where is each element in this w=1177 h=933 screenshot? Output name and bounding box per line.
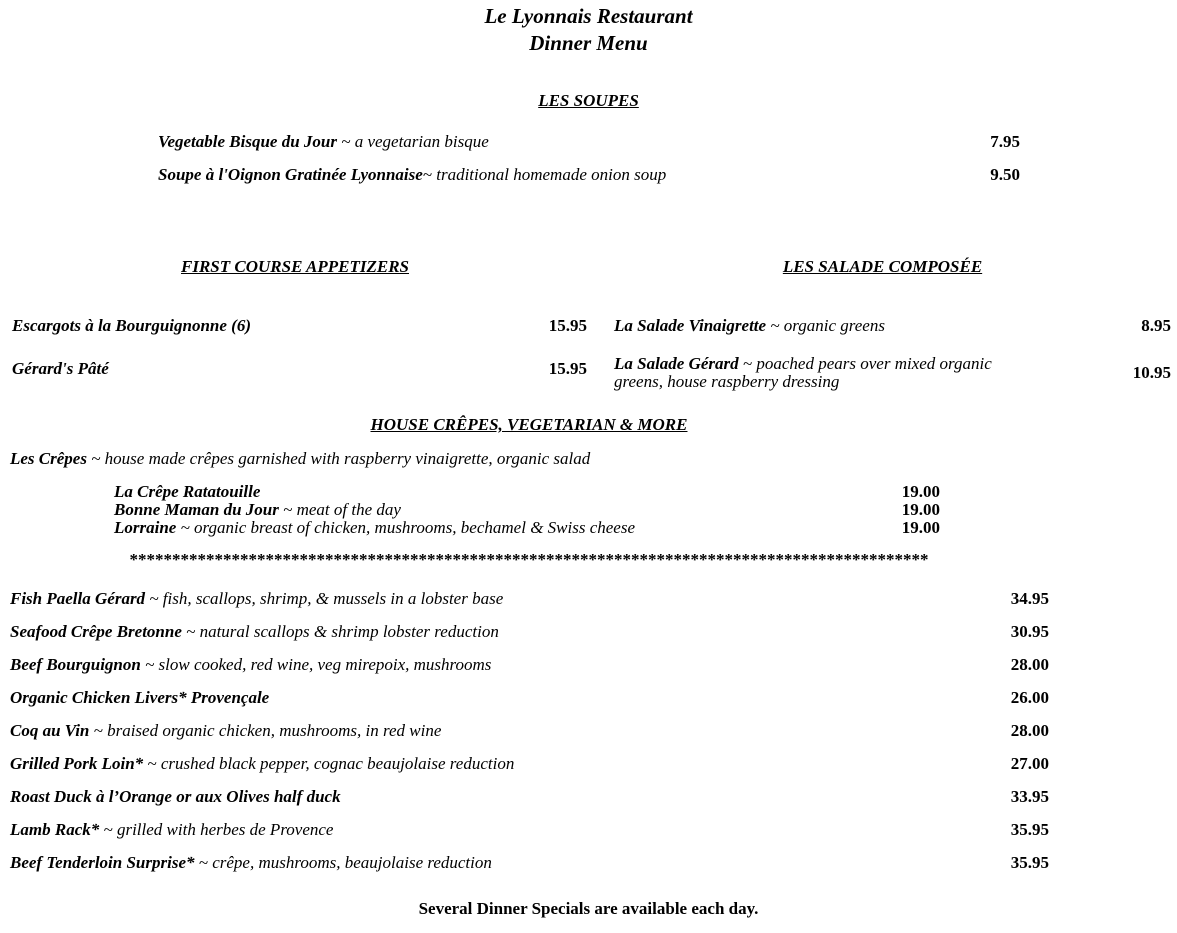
item-text xyxy=(12,360,517,378)
section-heading-appetizers: FIRST COURSE APPETIZERS xyxy=(181,257,409,276)
item-text xyxy=(10,821,979,839)
item-price: 28.00 xyxy=(1010,655,1049,674)
item-price: 33.95 xyxy=(1010,787,1049,806)
item-text xyxy=(114,501,870,519)
item-name: La Crêpe Ratatouille xyxy=(114,482,261,501)
item-text xyxy=(614,317,1026,335)
item-name: Beef Tenderloin Surprise* xyxy=(10,853,195,872)
item-desc: ~ grilled with herbes de Provence xyxy=(99,820,334,839)
item-name: Organic Chicken Livers* Provençale xyxy=(10,688,270,707)
item-desc: ~ crêpe, mushrooms, beaujolaise reduction xyxy=(194,853,492,872)
item-desc: ~ organic greens xyxy=(766,316,885,335)
item-price: 30.95 xyxy=(1010,622,1049,641)
item-desc: ~ a vegetarian bisque xyxy=(337,132,489,151)
item-price: 19.00 xyxy=(901,482,940,501)
item-text xyxy=(10,755,979,773)
item-name: Coq au Vin xyxy=(10,721,90,740)
menu-item-row xyxy=(0,590,1058,608)
item-name: Soupe à l'Oignon Gratinée Lyonnaise xyxy=(158,165,423,184)
restaurant-title: Le Lyonnais Restaurant xyxy=(484,4,693,28)
item-price: 19.00 xyxy=(901,500,940,519)
item-desc: ~ slow cooked, red wine, veg mirepoix, mushrooms xyxy=(140,655,492,674)
item-name: Grilled Pork Loin* xyxy=(10,754,144,773)
menu-item-row xyxy=(0,788,1058,806)
item-price: 35.95 xyxy=(1010,820,1049,839)
item-text xyxy=(10,656,979,674)
soups-section xyxy=(158,133,1020,184)
item-name: Seafood Crêpe Bretonne xyxy=(10,622,182,641)
menu-item-row xyxy=(114,501,940,519)
crepes-intro-line xyxy=(0,450,1058,468)
item-price: 28.00 xyxy=(1010,721,1049,740)
item-text xyxy=(10,722,979,740)
menu-item-row xyxy=(0,821,1058,839)
item-name: Escargots à la Bourguignonne (6) xyxy=(12,316,251,335)
item-desc: ~ house made crêpes garnished with raspberry vinaigrette, organic salad xyxy=(86,449,591,468)
crepes-subtable xyxy=(114,483,940,537)
item-price: 35.95 xyxy=(1010,853,1049,872)
item-desc: ~ poached pears over mixed organic greens, house raspberry dressing xyxy=(614,354,992,391)
item-text xyxy=(114,519,870,537)
item-desc: ~ organic breast of chicken, mushrooms, bechamel & Swiss cheese xyxy=(176,518,636,537)
item-name: Beef Bourguignon xyxy=(10,655,141,674)
crepes-entrees-section xyxy=(0,416,1058,872)
dinner-specials-note: Several Dinner Specials are available each day. xyxy=(418,899,759,918)
menu-item-row xyxy=(0,689,1058,707)
section-heading-crepes: HOUSE CRÊPES, VEGETARIAN & MORE xyxy=(370,415,688,434)
item-price: 19.00 xyxy=(901,518,940,537)
menu-item-row xyxy=(158,133,1020,151)
item-name: La Salade Vinaigrette xyxy=(614,316,767,335)
item-price: 26.00 xyxy=(1010,688,1049,707)
item-name: Les Crêpes xyxy=(10,449,87,468)
menu-item-row xyxy=(0,317,590,335)
menu-item-row xyxy=(0,656,1058,674)
item-text xyxy=(158,166,950,184)
item-price: 27.00 xyxy=(1010,754,1049,773)
item-name: Fish Paella Gérard xyxy=(10,589,146,608)
item-price: 15.95 xyxy=(548,359,587,378)
menu-item-row xyxy=(0,722,1058,740)
section-heading-soups: LES SOUPES xyxy=(538,91,639,110)
item-price: 34.95 xyxy=(1010,589,1049,608)
item-desc: ~ natural scallops & shrimp lobster reduction xyxy=(181,622,499,641)
menu-item-row xyxy=(0,854,1058,872)
appetizers-column xyxy=(0,258,590,391)
item-desc: ~ fish, scallops, shrimp, & mussels in a lobster base xyxy=(145,589,504,608)
item-price: 15.95 xyxy=(548,316,587,335)
item-desc: ~ meat of the day xyxy=(278,500,401,519)
menu-item-row xyxy=(114,519,940,537)
item-text xyxy=(114,483,870,501)
item-text xyxy=(10,854,979,872)
menu-item-row xyxy=(0,360,590,378)
item-name: Roast Duck à l’Orange or aux Olives half duck xyxy=(10,787,341,806)
item-desc: ~ braised organic chicken, mushrooms, in red wine xyxy=(89,721,442,740)
item-price: 7.95 xyxy=(990,132,1020,151)
menu-item-row xyxy=(0,755,1058,773)
item-text xyxy=(10,590,979,608)
item-price: 8.95 xyxy=(1141,316,1171,335)
item-text xyxy=(10,689,979,707)
menu-item-row xyxy=(0,623,1058,641)
item-text xyxy=(158,133,950,151)
item-name: Gérard's Pâté xyxy=(12,359,109,378)
item-text xyxy=(12,317,517,335)
menu-item-row xyxy=(114,483,940,501)
item-text xyxy=(614,355,1026,391)
item-text xyxy=(10,623,979,641)
item-desc: ~ traditional homemade onion soup xyxy=(422,165,667,184)
item-text xyxy=(10,788,979,806)
item-price: 9.50 xyxy=(990,165,1020,184)
menu-item-row xyxy=(158,166,1020,184)
item-name: Lorraine xyxy=(114,518,177,537)
menu-item-row xyxy=(614,355,1177,391)
asterisk-divider: ********************************************************************************************** xyxy=(129,551,929,569)
menu-subtitle: Dinner Menu xyxy=(529,31,648,55)
item-name: Lamb Rack* xyxy=(10,820,100,839)
item-name: Bonne Maman du Jour xyxy=(114,500,279,519)
menu-item-row xyxy=(614,317,1177,335)
entrees-section xyxy=(0,590,1058,872)
item-price: 10.95 xyxy=(1132,363,1171,382)
item-name: La Salade Gérard xyxy=(614,354,739,373)
item-name: Vegetable Bisque du Jour xyxy=(158,132,337,151)
salads-column xyxy=(614,258,1177,391)
item-desc: ~ crushed black pepper, cognac beaujolaise reduction xyxy=(143,754,515,773)
appetizers-salads-section xyxy=(0,258,1177,391)
section-heading-salads: LES SALADE COMPOSÉE xyxy=(782,257,983,276)
